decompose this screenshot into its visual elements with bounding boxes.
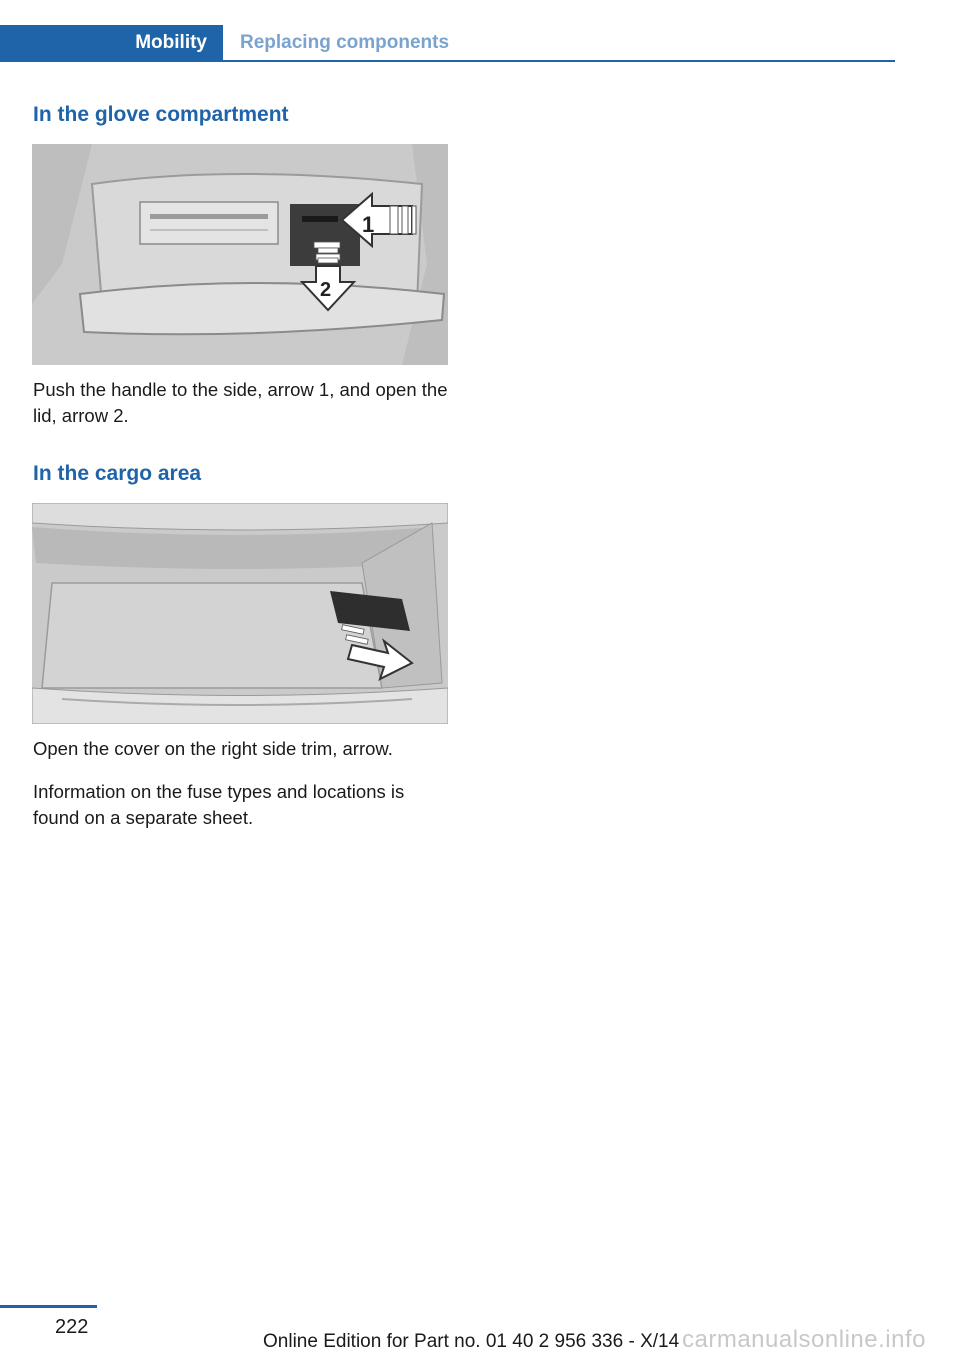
footer-rule [0, 1305, 97, 1308]
edition-note: Online Edition for Part no. 01 40 2 956 336 - X/14 [263, 1331, 680, 1352]
cargo-heading: In the cargo area [33, 462, 202, 485]
section-tab: Mobility [0, 25, 223, 60]
cargo-area-figure [32, 503, 448, 724]
page-header [0, 25, 895, 62]
cargo-instruction-2: Information on the fuse types and locations is found on a separate sheet. [33, 781, 405, 828]
glove-heading: In the glove compartment [33, 103, 289, 126]
header-rule [0, 60, 895, 62]
glove-compartment-figure [32, 144, 448, 365]
arrow-2-label: 2 [320, 279, 332, 301]
watermark: carmanualsonline.info [682, 1326, 926, 1353]
arrow-1-label: 1 [362, 212, 375, 237]
subsection-tab: Replacing components [240, 32, 450, 53]
cargo-instruction-1: Open the cover on the right side trim, arrow. [33, 738, 393, 759]
page-number: 222 [55, 1316, 89, 1338]
glove-instruction: Push the handle to the side, arrow 1, and open the lid, arrow 2. [33, 379, 448, 426]
